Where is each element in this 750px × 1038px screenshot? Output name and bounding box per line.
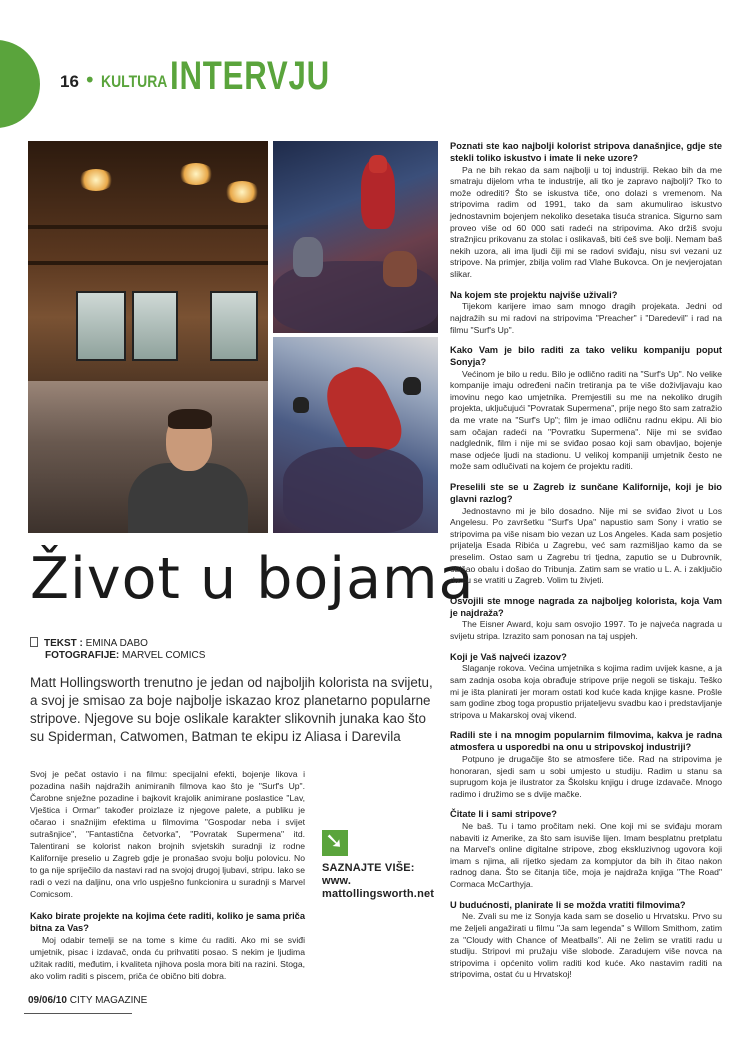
more-info-url[interactable]: mattollingsworth.net [322,888,435,900]
header-bullet: • [83,68,96,92]
page-footer [28,995,147,1006]
answer: Većinom je bilo u redu. Bilo je odlično raditi na "Surf's Up". No velike kompanije imaju određeni način tretiranja pa te više doživljavaju kao imovinu nego kao umjetnika. Premjestili su me na nekoliko drugih projekta, uključujući "Povratak Supermena", prije nego što sam zatražio da me vrate na "Surf's Up"; film je imao odličnu radnu ekipu. Ali bio sam očajan radeći na "Povratku Supermena". Nije mi se sviđao nadglednik, film i nije mi se sviđao posao koji sam obavljao, bojenje mase odjeće ljudi na stadionu. U velikoj kompaniji umjetnik često ne može sam odlučivati na kojem će projektu raditi. [450,368,722,472]
article-lead: Matt Hollingsworth trenutno je jedan od najboljih kolorista na svijetu, a svoj je smisao za boje najbolje iskazao kroz planetarno popularne stripove. Njegove su boje oslikale karakter slikovnih junaka kao što su Spiderman, Catwomen, Batman te ekipu iz Aliasa i Darevila [30,675,433,744]
issue-date: 09/06/10 [28,995,67,1006]
document-icon [30,637,38,647]
more-info-label: SAZNAJTE VIŠE: www. [322,862,415,887]
section-tab-marker [0,40,40,128]
page-header [60,46,375,96]
question: Čitate li i sami stripove? [450,809,557,820]
question: Koji je Vaš najveći izazov? [450,651,567,662]
article-credits [30,637,205,662]
more-info-box [322,830,442,901]
answer: Potpuno je drugačije što se atmosfere tiče. Rad na stripovima je honoraran, sjedi sam u sobi umjesto u studiju. Radim u stanu sa suprugom koja je ilustrator za Školsku knjigu i druge izdavače. Mnogo radimo i družimo se s dvije mačke. [450,753,722,799]
footer-divider [24,1013,132,1014]
answer: Jednostavno mi je bilo dosadno. Nije mi se sviđao život u Los Angelesu. Po završetku "Surf's Upa" napustio sam Sony i vratio se stripovima pa više nisam bio vezan uz Los Angeles. Kada sam posjetio prijatelja Esada Ribića u Zagrebu, već sam razmišljao kamo da se preselim. Ostao sam u Zagrebu tri tjedna, zaputio se u Dubrovnik, obišao obalu i došao do Tribunja. Zatim sam se vratio u L. A. i zaključio da ću se vratiti u Zagreb. Volim tu živjeti. [450,505,722,586]
photo-credit-label: FOTOGRAFIJE: [45,650,120,661]
text-credit-label: TEKST : [44,638,83,649]
portrait-photo [28,141,268,533]
question: Radili ste i na mnogim popularnim filmovima, kakva je radna atmosfera u usporedbi na onu u stripovskoj industriji? [450,730,722,753]
category-label: INTERVJU [169,54,330,98]
answer: Slaganje rokova. Većina umjetnika s kojima radim uvijek kasne, a ja sam zadnja osoba koja obrađuje stripove prije negoli se tiskaju. Teško mi je išta planirati jer moram ostati kod kuće kada knjige kasne. Prošle sam godine zbog toga propustio prijateljevu svadbu kao i predstavljanje stripova u Makarskoj ovaj vikend. [450,663,722,720]
answer: Moj odabir temelji se na tome s kime ću raditi. Ako mi se sviđi umjetnik, pisac i izdavač, onda ću prihvatiti posao. S nekim je ljudima užitak raditi, međutim, i kvaliteta njihova posla mora biti na razini. Stoga, ako volim raditi s piscem, priča će obično biti dobra. [30,935,305,981]
question: U budućnosti, planirate li se možda vratiti filmovima? [450,899,686,910]
magazine-name: CITY MAGAZINE [69,995,148,1006]
arrow-down-right-icon [322,830,348,856]
photo-credit-source: MARVEL COMICS [122,650,206,661]
section-label: KULTURA [100,72,168,91]
comic-art-daredevil [273,337,438,533]
question: Preselili ste se u Zagreb iz sunčane Kalifornije, koji je bio glavni razlog? [450,482,722,504]
comic-art-spiderman [273,141,438,333]
answer: The Eisner Award, koju sam osvojio 1997. To je najveća nagrada u svijetu stripa. Izrazito sam ponosan na taj uspjeh. [450,619,722,641]
question: Kako birate projekte na kojima ćete raditi, koliko je sama priča bitna za Vas? [30,911,305,933]
article-title: Život u bojama [30,546,475,612]
page-number: 16 [60,72,79,91]
right-column [450,141,722,981]
article-intro: Svoj je pečat ostavio i na filmu: specijalni efekti, bojenje likova i pozadina naših najdražih animiranih filmova kao što je "Surf's Up". Čarobne snježne pozadine i bajkovit krajolik animirane poslastice "Lav, Vještica i Ormar" također proizlaze iz njegove palete, a publiku je očarao i snažnijim efektima u filmovima "Gospodar neba i svijet sutrašnjice", "Fantastična četvorka", "Povratak Supermena" itd. Talentirani se kolorist nakon brojnih svjetskih suradnji iz rodne Kalifornije preselio u Zagreb gdje je pronašao svoju bolju polovicu. No to ga nije spriječilo da nastavi rad na svojoj drugoj ljubavi, stripu. Iako se radi o vezi na daljinu, ona vrlo uspješno funkcionira u suradnji s Marvel Comicsom. [30,769,305,899]
text-credit-author: EMINA DABO [85,638,148,649]
answer: Ne. Zvali su me iz Sonyja kada sam se doselio u Hrvatsku. Prvo su me željeli angažirati u filmu "Ja sam legenda" s Willom Smithom, zatim za "Cloudy with Chance of Meatballs". Ali ne želim se vratiti radu u studiju. Stripovi mi pružaju više slobode. Zaradujem više novca na stripovima i općenito volim raditi kod kuće. Ako nastavim raditi na stripovima, ostat ću u Hrvatskoj! [450,911,722,980]
question: Kako Vam je bilo raditi za tako veliku kompaniju poput Sonyja? [450,345,722,367]
answer: Tijekom karijere imao sam mnogo dragih projekata. Jedni od najdražih su mi radovi na stripovima "Preacher" i "Daredevil" i rad na filmu "Surf's Up". [450,301,722,335]
question: Poznati ste kao najbolji kolorist stripova današnjice, gdje ste stekli toliko iskustvo i imate li neke uzore? [450,141,722,163]
left-column [30,768,305,982]
answer: Pa ne bih rekao da sam najbolji u toj industriji. Rekao bih da me smatraju dijelom vrha te industrije, ali tko je zapravo najbolji? Tko to može odrediti? Što se iskustva tiče, ono dolazi s vremenom. Na stripovima radim od 1991, tako da sam akumulirao iskustvo jednostavnim bojenjem nekoliko desetaka tisuća stranica. Sigurno sam proveo više od 60 000 sati radeći na stripovima. Ako držiš svoju stražnjicu prikovanu za stolac i oslikavaš, biti ćeš sve bolji. Nemam baš nekih uzora, ali ima ljudi čiji mi se radovi sviđaju, nisu svi vezani uz stripove. Na primjer, zbilja volim rad Vlahe Bukovca. On je nevjerojatan slikar. [450,164,722,279]
question: Osvojili ste mnoge nagrada za najboljeg kolorista, koja Vam je najdraža? [450,595,722,618]
answer: Ne baš. Tu i tamo pročitam neki. One koji mi se sviđaju moram nabaviti iz Amerike, za što sam isuviše lijen. Imam besplatnu pretplatu na Marvel's online digitalne stripove, zbog ekskluzivnog ugovora koji imam s njima, ali rijetko sjedam za kompjutor da bih ih čitao nakon radnog dana. Što se čitanja tiče, moja je najdraža knjiga "The Road" Cormaca McCarthyja. [450,821,722,890]
question: Na kojem ste projektu najviše uživali? [450,289,618,300]
